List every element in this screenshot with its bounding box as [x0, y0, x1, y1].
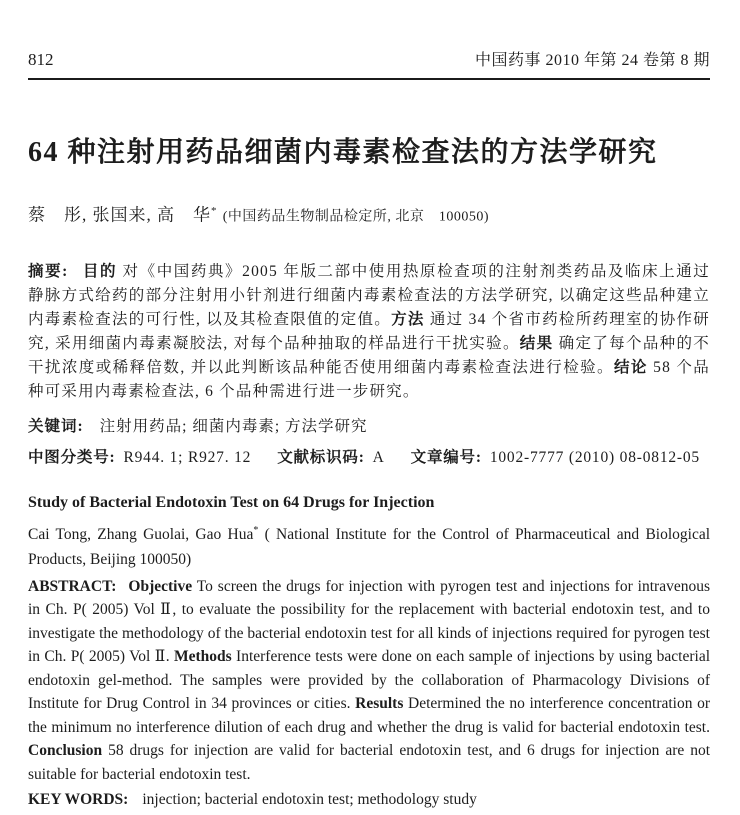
abstract-cn — [28, 260, 710, 404]
abstract-cn-methods-label: 方法 — [391, 310, 425, 328]
running-head — [28, 50, 710, 71]
classification-line — [28, 447, 710, 469]
author-note-mark-en: * — [253, 524, 259, 536]
page-number: 812 — [28, 50, 54, 69]
keywords-en-label: KEY WORDS: — [28, 791, 129, 809]
abstract-cn-results-label: 结果 — [519, 334, 554, 352]
keywords-cn — [28, 416, 710, 438]
clc-label: 中图分类号: — [28, 448, 116, 466]
clc-value: R944. 1; R927. 12 — [123, 448, 252, 466]
document-code-value: A — [372, 448, 385, 466]
header-rule — [28, 78, 710, 80]
abstract-en-methods-label: Methods — [173, 648, 232, 666]
keywords-en — [28, 788, 710, 811]
abstract-en-results-text: Determined the no interference concentration or the minimum no interference dilution of each drug and whether the drug is valid for bacterial endotoxin test. — [28, 695, 711, 736]
abstract-en-conclusion-text: 58 drugs for injection are valid for bacterial endotoxin test, and 6 drugs for injection are not suitable for bacterial endotoxin test. — [28, 742, 711, 783]
abstract-en — [28, 575, 710, 787]
abstract-en-label: ABSTRACT: — [28, 577, 117, 595]
abstract-en-results-label: Results — [355, 695, 404, 713]
journal-page — [0, 50, 740, 811]
keywords-cn-label: 关键词: — [28, 417, 84, 435]
abstract-en-objective-text: To screen the drugs for injection with pyrogen test and injections for intravenous in Ch. P( 2005) Vol Ⅱ, to evaluate the possibility for the replacement with bacterial endotoxin test, and to investigate the methodology of the bacterial endotoxin test for all kinds of injections required for pyrogen test in Ch. P( 2005) Vol Ⅱ. — [28, 577, 710, 666]
abstract-en-objective-label: Objective — [128, 577, 193, 595]
article-id-label: 文章编号: — [410, 448, 482, 466]
abstract-cn-results-text: 确定了每个品种的不干扰浓度或稀释倍数, 并以此判断该品种能否使用细菌内毒素检查法进行检验。 — [28, 334, 711, 376]
author-names-en: Cai Tong, Zhang Guolai, Gao Hua — [28, 525, 254, 543]
affiliation-en: ( National Institute for the Control of Pharmaceutical and Biological Products, Beijing 100050) — [28, 525, 711, 568]
keywords-cn-text: 注射用药品; 细菌内毒素; 方法学研究 — [99, 417, 368, 435]
author-names-cn: 蔡 彤, 张国来, 高 华 — [28, 205, 211, 225]
author-note-mark: * — [211, 205, 218, 217]
document-code — [277, 449, 384, 466]
abstract-en-conclusion-label: Conclusion — [28, 742, 103, 760]
abstract-cn-objective-label: 目的 — [82, 262, 118, 280]
article-title-cn: 64 种注射用药品细菌内毒素检查法的方法学研究 — [28, 137, 658, 168]
abstract-en-methods-text: Interference tests were done on each sample of injections by using bacterial endotoxin gel-method. The samples were provided by the collaboration of Pharmacology Divisions of Institute for Drug Control in 34 provinces or cities. — [28, 648, 710, 713]
abstract-cn-objective-text: 对《中国药典》2005 年版二部中使用热原检查项的注射剂类药品及临床上通过静脉方式给药的部分注射用小针剂进行细菌内毒素检查法的方法学研究, 以确定这些品种建立内毒素检查法的可行性, 以及其检查限值的定值。 — [28, 262, 711, 328]
clc-number — [28, 449, 251, 466]
authors-line-en — [28, 518, 710, 572]
article-id-value: 1002-7777 (2010) 08-0812-05 — [489, 448, 700, 466]
abstract-cn-methods-text: 通过 34 个省市药检所药理室的协作研究, 采用细菌内毒素凝胶法, 对每个品种抽取的样品进行干扰实验。 — [28, 310, 711, 352]
authors-line-cn — [28, 199, 710, 230]
keywords-en-text: injection; bacterial endotoxin test; methodology study — [142, 791, 477, 809]
abstract-cn-conclusion-label: 结论 — [613, 358, 648, 376]
article-id — [411, 449, 700, 466]
affiliation-cn: (中国药品生物制品检定所, 北京 100050) — [222, 209, 490, 225]
abstract-cn-label: 摘要: — [28, 262, 69, 280]
journal-issue-title: 中国药事 2010 年第 24 卷第 8 期 — [474, 52, 710, 69]
article-title-en: Study of Bacterial Endotoxin Test on 64 Drugs for Injection — [28, 493, 435, 511]
abstract-cn-conclusion-text: 58 个品种可采用内毒素检查法, 6 个品种需进行进一步研究。 — [28, 358, 710, 400]
document-code-label: 文献标识码: — [277, 448, 365, 466]
